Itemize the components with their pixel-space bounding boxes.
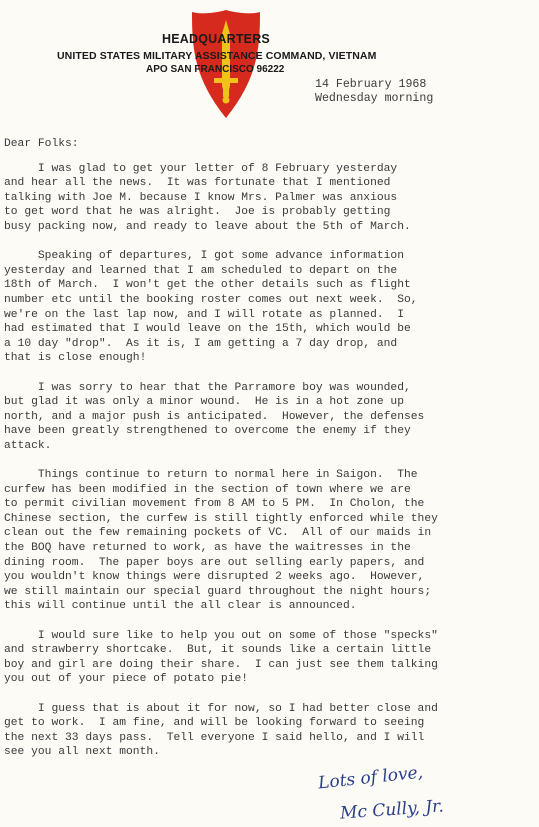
text-line: attack. — [4, 439, 52, 452]
text-line: clean out the few remaining pockets of VC. All of our maids in — [4, 527, 432, 540]
paragraph — [4, 249, 534, 366]
text-line: to permit civilian movement from 8 AM to 5 PM. In Cholon, the — [4, 498, 425, 511]
text-line: have been greatly strengthened to overcome the enemy if they — [4, 425, 411, 438]
text-line: Chinese section, the curfew is still tightly enforced while they — [4, 512, 438, 525]
letter-body — [4, 137, 534, 775]
text-line: we're on the last lap now, and I will rotate as planned. I — [4, 308, 404, 321]
text-line: I was sorry to hear that the Parramore boy was wounded, — [4, 381, 411, 394]
text-line: had estimated that I would leave on the 15th, which would be — [4, 323, 411, 336]
date-block — [315, 78, 433, 106]
letterhead-organization: UNITED STATES MILITARY ASSISTANCE COMMAND, VIETNAM — [57, 50, 377, 62]
text-line: dining room. The paper boys are out selling early papers, and — [4, 556, 425, 569]
text-line: boy and girl are doing their share. I can just see them talking — [4, 658, 438, 671]
text-line: 18th of March. I won't get the other details such as flight — [4, 279, 411, 292]
text-line: and hear all the news. It was fortunate that I mentioned — [4, 177, 391, 190]
text-line: see you all next month. — [4, 746, 160, 759]
text-line: number etc until the booking roster comes out next week. So, — [4, 293, 418, 306]
text-line: I was glad to get your letter of 8 February yesterday — [4, 162, 398, 175]
text-line: I guess that is about it for now, so I had better close and — [4, 702, 438, 715]
signature: Mc Cully, Jr. — [339, 796, 445, 824]
text-line: you wouldn't know things were disrupted 2 weeks ago. However, — [4, 571, 425, 584]
text-line: get to work. I am fine, and will be looking forward to seeing — [4, 717, 425, 730]
text-line: you out of your piece of potato pie! — [4, 673, 249, 686]
text-line: the BOQ have returned to work, as have the waitresses in the — [4, 542, 411, 555]
letterhead-address: APO SAN FRANCISCO 96222 — [146, 64, 285, 75]
text-line: that is close enough! — [4, 352, 147, 365]
date-line: 14 February 1968 — [315, 78, 427, 91]
paragraph — [4, 702, 534, 760]
text-line: busy packing now, and ready to leave about the 5th of March. — [4, 220, 411, 233]
text-line: a 10 day "drop". As it is, I am getting a 7 day drop, and — [4, 337, 398, 350]
text-line: but glad it was only a minor wound. He is in a hot zone up — [4, 396, 404, 409]
text-line: and strawberry shortcake. But, it sounds like a certain little — [4, 644, 432, 657]
text-line: this will continue until the all clear is announced. — [4, 600, 357, 613]
salutation: Dear Folks: — [4, 138, 79, 150]
text-line: to get word that he was alright. Joe is probably getting — [4, 206, 391, 219]
text-line: yesterday and learned that I am scheduled to depart on the — [4, 264, 398, 277]
closing-line: Lots of love, — [317, 762, 424, 794]
text-line: I would sure like to help you out on some of those "specks" — [4, 629, 438, 642]
paragraph — [4, 381, 534, 454]
paragraph — [4, 162, 534, 235]
text-line: the next 33 days pass. Tell everyone I said hello, and I will — [4, 731, 425, 744]
text-line: talking with Joe M. because I know Mrs. Palmer was anxious — [4, 191, 398, 204]
text-line: we still maintain our special guard throughout the night hours; — [4, 585, 432, 598]
weekday-line: Wednesday morning — [315, 92, 434, 105]
text-line: curfew has been modified in the section of town where we are — [4, 483, 411, 496]
paragraph — [4, 468, 534, 614]
paragraph — [4, 629, 534, 687]
paragraphs — [4, 162, 534, 760]
text-line: north, and a major push is anticipated. However, the defenses — [4, 410, 425, 423]
letterhead-title: HEADQUARTERS — [162, 32, 270, 46]
text-line: Things continue to return to normal here in Saigon. The — [4, 469, 418, 482]
text-line: Speaking of departures, I got some advance information — [4, 250, 404, 263]
